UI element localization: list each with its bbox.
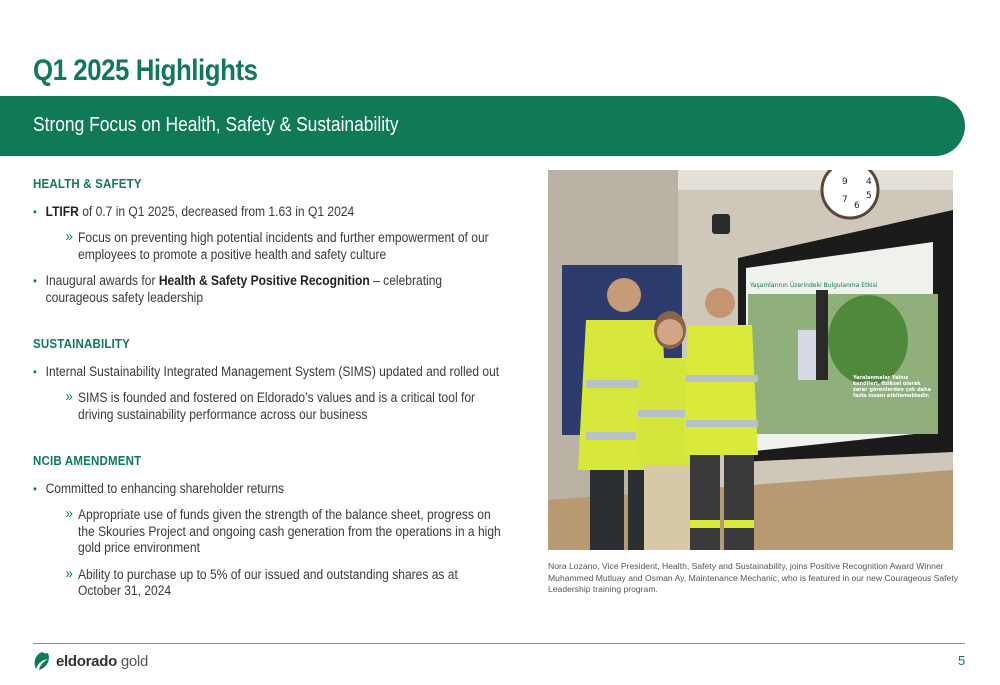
section-heading: SUSTAINABILITY	[33, 336, 131, 351]
award-photo	[548, 170, 953, 550]
bullet-awards	[33, 273, 501, 306]
double-chevron-icon: »	[65, 228, 73, 245]
page-number: 5	[958, 653, 966, 668]
sub-bullet	[33, 507, 501, 557]
sub-bullet-text: SIMS is founded and fostered on Eldorado’s values and is a critical tool for driving sustainability performance across our business	[78, 390, 476, 422]
content-column	[33, 176, 503, 630]
double-chevron-icon: »	[65, 505, 73, 522]
screen-heading: Yaşamlarının Üzerindeki Bulgulanma Etkisi	[750, 282, 878, 289]
photo-illustration	[548, 170, 953, 550]
sub-bullet-text: Appropriate use of funds given the strength of the balance sheet, progress on the Skouries Project and ongoing cash generation from the operations in a high gold price environment	[78, 507, 501, 555]
sub-bullet	[33, 390, 501, 423]
bullet-text: Inaugural awards for	[45, 273, 159, 288]
svg-text:5: 5	[866, 191, 872, 201]
bullet-text: of 0.7 in Q1 2025, decreased from 1.63 in Q1 2024	[78, 203, 355, 219]
sub-bullet	[33, 230, 501, 263]
slide-title: Q1 2025 Highlights	[33, 54, 258, 87]
bullet-text: Committed to enhancing shareholder returns	[45, 480, 285, 496]
slide-subtitle: Strong Focus on Health, Safety & Sustainability	[33, 114, 399, 136]
section-heading: HEALTH & SAFETY	[33, 176, 142, 191]
bold-term: Health & Safety Positive Recognition	[158, 273, 370, 288]
screen-text: Yaralanmalar Yalnız kendileri, fiziksel olarak zarar görenlerden çok daha fazla insanı etkilemektedir.	[853, 375, 931, 399]
bold-term: LTIFR	[45, 203, 79, 219]
logo-wordmark	[56, 653, 148, 670]
eldorado-leaf-icon	[33, 651, 51, 671]
subtitle-banner	[0, 96, 965, 156]
logo-word-eldorado: eldorado	[56, 652, 117, 670]
bullet-shareholder	[33, 481, 501, 498]
double-chevron-icon: »	[65, 564, 73, 582]
footer-divider	[33, 643, 965, 644]
wall-clock	[822, 170, 878, 218]
sustainability-section	[33, 336, 501, 423]
section-heading: NCIB AMENDMENT	[33, 453, 142, 468]
ncib-section	[33, 453, 501, 600]
bullet-text: Internal Sustainability Integrated Management System (SIMS) updated and rolled out	[45, 363, 500, 379]
svg-text:6: 6	[854, 201, 860, 211]
svg-text:4: 4	[866, 177, 872, 187]
double-chevron-icon: »	[65, 388, 73, 405]
svg-text:7: 7	[842, 195, 848, 205]
company-logo	[33, 651, 148, 671]
bullet-sims	[33, 364, 501, 381]
bullet-text: – celebrating courageous safety leadership	[45, 273, 443, 305]
bullet-ltifr	[33, 204, 501, 221]
sub-bullet-text: Ability to purchase up to 5% of our issued and outstanding shares as at October 31, 2024	[78, 566, 458, 598]
sub-bullet-text: Focus on preventing high potential incidents and further empowerment of our employees to promote a positive health and safety culture	[78, 230, 489, 262]
logo-word-gold: gold	[116, 652, 148, 670]
svg-text:9: 9	[842, 177, 848, 187]
photo-caption: Nora Lozano, Vice President, Health, Safety and Sustainability, joins Positive Recognition Award Winner Muhammed Mutluay and Osman Ay, Maintenance Mechanic, who is featured in our new Courageous Safety Leadership training program.	[548, 561, 959, 594]
health-safety-section	[33, 176, 501, 306]
sub-bullet	[33, 564, 501, 600]
